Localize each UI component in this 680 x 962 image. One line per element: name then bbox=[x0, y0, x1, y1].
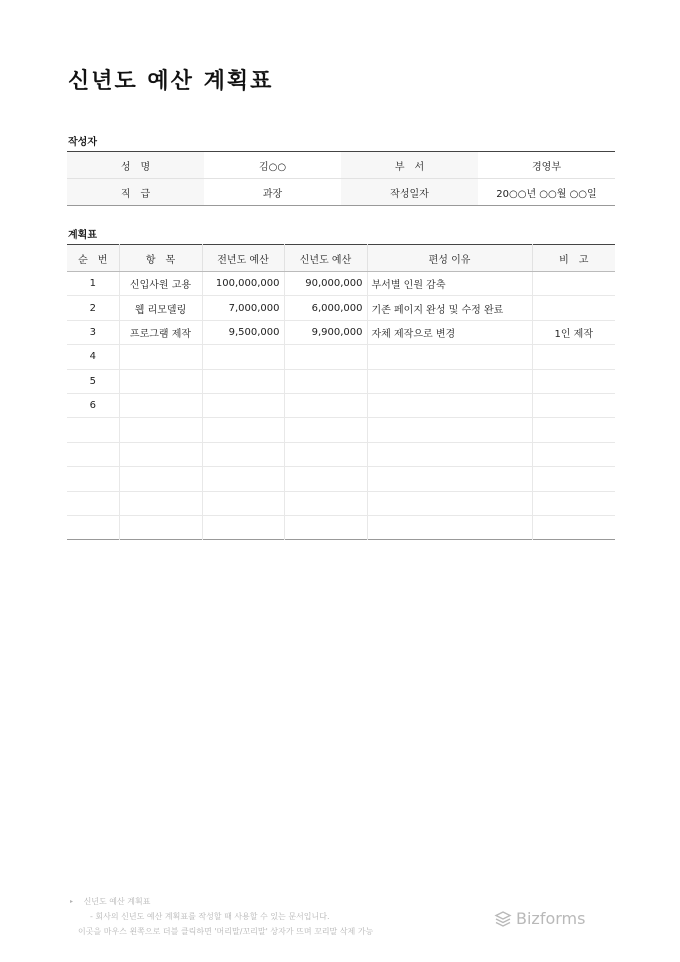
row-reason[interactable] bbox=[367, 345, 532, 369]
row-reason[interactable] bbox=[367, 369, 532, 393]
row-new-budget[interactable] bbox=[284, 491, 367, 515]
table-row bbox=[67, 272, 615, 296]
row-new-budget[interactable]: 6,000,000 bbox=[284, 296, 367, 320]
row-reason[interactable]: 부서별 인원 감축 bbox=[367, 272, 532, 296]
name-label: 성 명 bbox=[67, 152, 204, 179]
table-header-row bbox=[67, 245, 615, 272]
row-prev-budget[interactable]: 100,000,000 bbox=[202, 272, 284, 296]
row-number[interactable] bbox=[67, 491, 119, 515]
row-reason[interactable]: 기존 페이지 완성 및 수정 완료 bbox=[367, 296, 532, 320]
col-header-item: 항 목 bbox=[119, 245, 202, 272]
row-item[interactable] bbox=[119, 467, 202, 491]
department-value[interactable]: 경영부 bbox=[478, 152, 615, 179]
department-label: 부 서 bbox=[341, 152, 478, 179]
row-prev-budget[interactable] bbox=[202, 393, 284, 417]
row-number[interactable]: 5 bbox=[67, 369, 119, 393]
table-row bbox=[67, 442, 615, 466]
row-item[interactable]: 프로그램 제작 bbox=[119, 320, 202, 344]
row-new-budget[interactable] bbox=[284, 442, 367, 466]
row-number[interactable] bbox=[67, 442, 119, 466]
row-item[interactable] bbox=[119, 418, 202, 442]
table-row bbox=[67, 515, 615, 539]
row-item[interactable] bbox=[119, 515, 202, 539]
row-note[interactable] bbox=[532, 393, 615, 417]
row-item[interactable]: 웹 리모델링 bbox=[119, 296, 202, 320]
row-item[interactable]: 신입사원 고용 bbox=[119, 272, 202, 296]
row-number[interactable]: 2 bbox=[67, 296, 119, 320]
row-prev-budget[interactable] bbox=[202, 515, 284, 539]
author-row bbox=[67, 179, 615, 206]
name-value[interactable]: 김○○ bbox=[204, 152, 341, 179]
row-prev-budget[interactable]: 9,500,000 bbox=[202, 320, 284, 344]
table-row bbox=[67, 369, 615, 393]
position-label: 직 급 bbox=[67, 179, 204, 206]
layers-icon bbox=[494, 910, 512, 928]
col-header-new-budget: 신년도 예산 bbox=[284, 245, 367, 272]
row-note[interactable] bbox=[532, 442, 615, 466]
col-header-prev-budget: 전년도 예산 bbox=[202, 245, 284, 272]
row-item[interactable] bbox=[119, 345, 202, 369]
row-new-budget[interactable]: 90,000,000 bbox=[284, 272, 367, 296]
page-footer[interactable] bbox=[70, 894, 373, 939]
row-prev-budget[interactable] bbox=[202, 442, 284, 466]
table-body bbox=[67, 272, 615, 540]
row-note[interactable] bbox=[532, 369, 615, 393]
row-prev-budget[interactable] bbox=[202, 491, 284, 515]
col-header-reason: 편성 이유 bbox=[367, 245, 532, 272]
table-row bbox=[67, 491, 615, 515]
table-row bbox=[67, 320, 615, 344]
row-note[interactable]: 1인 제작 bbox=[532, 320, 615, 344]
row-reason[interactable] bbox=[367, 491, 532, 515]
row-note[interactable] bbox=[532, 515, 615, 539]
date-label: 작성일자 bbox=[341, 179, 478, 206]
row-new-budget[interactable] bbox=[284, 515, 367, 539]
row-new-budget[interactable]: 9,900,000 bbox=[284, 320, 367, 344]
row-number[interactable] bbox=[67, 515, 119, 539]
row-prev-budget[interactable] bbox=[202, 418, 284, 442]
row-note[interactable] bbox=[532, 296, 615, 320]
row-note[interactable] bbox=[532, 272, 615, 296]
document-title: 신년도 예산 계획표 bbox=[68, 69, 274, 94]
table-row bbox=[67, 345, 615, 369]
row-number[interactable]: 4 bbox=[67, 345, 119, 369]
row-prev-budget[interactable]: 7,000,000 bbox=[202, 296, 284, 320]
table-row bbox=[67, 467, 615, 491]
row-item[interactable] bbox=[119, 393, 202, 417]
row-new-budget[interactable] bbox=[284, 467, 367, 491]
row-item[interactable] bbox=[119, 491, 202, 515]
logo-text: Bizforms bbox=[516, 909, 586, 928]
row-new-budget[interactable] bbox=[284, 393, 367, 417]
plan-section-label: 계획표 bbox=[68, 230, 97, 241]
author-row bbox=[67, 152, 615, 179]
row-note[interactable] bbox=[532, 345, 615, 369]
row-prev-budget[interactable] bbox=[202, 467, 284, 491]
row-reason[interactable] bbox=[367, 442, 532, 466]
row-reason[interactable]: 자체 제작으로 변경 bbox=[367, 320, 532, 344]
row-reason[interactable] bbox=[367, 393, 532, 417]
row-number[interactable]: 6 bbox=[67, 393, 119, 417]
position-value[interactable]: 과장 bbox=[262, 188, 283, 200]
footer-instruction: 이곳을 마우스 왼쪽으로 더블 클릭하면 '머리말/꼬리말' 상자가 뜨며 꼬리말 삭제 가능 bbox=[78, 927, 374, 936]
footer-title: 신년도 예산 계획표 bbox=[83, 897, 151, 906]
row-number[interactable]: 1 bbox=[67, 272, 119, 296]
budget-plan-table bbox=[67, 244, 615, 540]
row-number[interactable] bbox=[67, 467, 119, 491]
author-info-table bbox=[67, 151, 615, 206]
row-number[interactable] bbox=[67, 418, 119, 442]
table-row bbox=[67, 418, 615, 442]
row-new-budget[interactable] bbox=[284, 345, 367, 369]
bizforms-logo bbox=[494, 909, 585, 928]
row-reason[interactable] bbox=[367, 467, 532, 491]
author-section-label: 작성자 bbox=[68, 137, 97, 148]
bullet-icon: ▸ bbox=[70, 898, 74, 905]
row-new-budget[interactable] bbox=[284, 418, 367, 442]
row-note[interactable] bbox=[532, 467, 615, 491]
footer-description: - 회사의 신년도 예산 계획표를 작성할 때 사용할 수 있는 문서입니다. bbox=[90, 912, 330, 921]
row-reason[interactable] bbox=[367, 515, 532, 539]
row-note[interactable] bbox=[532, 418, 615, 442]
date-value[interactable]: 20○○년 ○○월 ○○일 bbox=[496, 188, 597, 200]
table-row bbox=[67, 296, 615, 320]
row-number[interactable]: 3 bbox=[67, 320, 119, 344]
row-new-budget[interactable] bbox=[284, 369, 367, 393]
row-item[interactable] bbox=[119, 369, 202, 393]
row-reason[interactable] bbox=[367, 418, 532, 442]
row-prev-budget[interactable] bbox=[202, 345, 284, 369]
col-header-note: 비 고 bbox=[532, 245, 615, 272]
table-row bbox=[67, 393, 615, 417]
row-prev-budget[interactable] bbox=[202, 369, 284, 393]
row-item[interactable] bbox=[119, 442, 202, 466]
row-note[interactable] bbox=[532, 491, 615, 515]
col-header-number: 순 번 bbox=[67, 245, 119, 272]
